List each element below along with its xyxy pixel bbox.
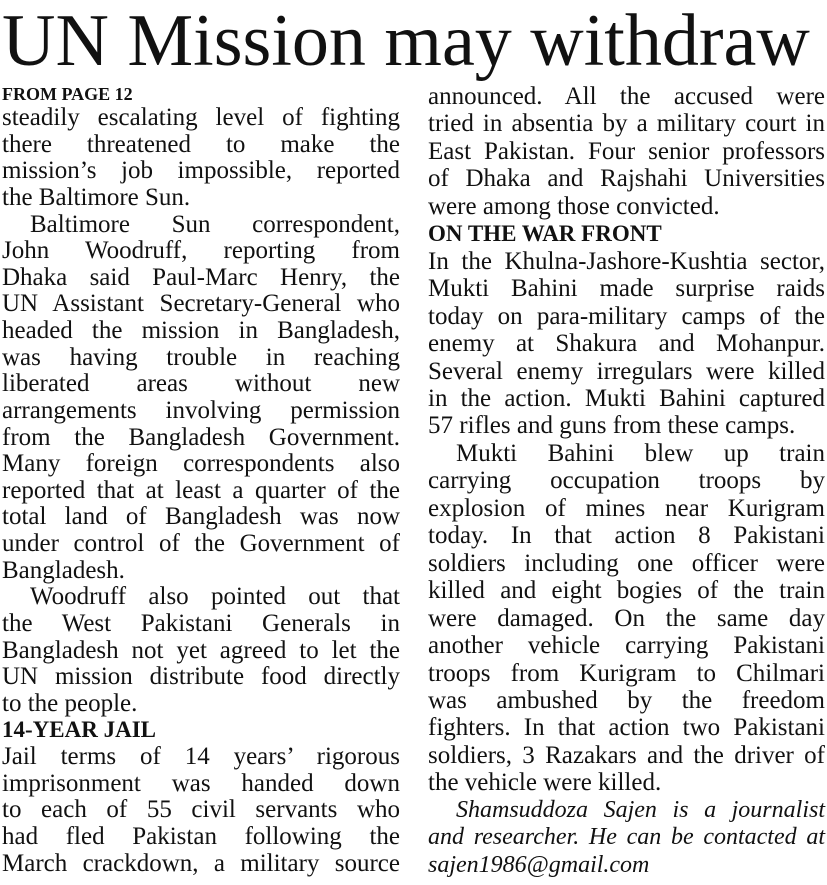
- section-heading-on-the-war-front: ON THE WAR FRONT: [428, 221, 662, 247]
- body-text-line: were among those convicted.: [428, 192, 720, 220]
- body-text-line: to the people.: [2, 689, 138, 717]
- body-text-line: was having trouble in reaching: [2, 343, 400, 371]
- body-text-line: killed and eight bogies of the train: [428, 577, 825, 605]
- body-text-line: Mukti Bahini blew up train: [456, 439, 825, 467]
- body-text-line: In the Khulna-Jashore-Kushtia sector,: [428, 247, 825, 275]
- body-text-line: there threatened to make the: [2, 130, 400, 158]
- body-text-line: Baltimore Sun correspondent,: [30, 210, 400, 238]
- body-text-line: the West Pakistani Generals in: [2, 609, 400, 637]
- body-text-line: Bangladesh not yet agreed to let the: [2, 636, 400, 664]
- right-column: [428, 83, 825, 879]
- body-text-line: imprisonment was handed down: [2, 769, 400, 797]
- body-text-line: soldiers, 3 Razakars and the driver of: [428, 741, 825, 769]
- body-text-line: carrying occupation troops by: [428, 467, 825, 495]
- body-text-line: were damaged. On the same day: [428, 604, 825, 632]
- body-text-line: to each of 55 civil servants who: [2, 796, 400, 824]
- section-heading-14-year-jail: 14-YEAR JAIL: [2, 717, 156, 743]
- body-text-line: UN mission distribute food directly: [2, 663, 400, 691]
- paragraph-train-ambush: [428, 440, 825, 797]
- body-text-line: steadily escalating level of fighting: [2, 104, 400, 131]
- body-text-line: enemy at Shakura and Mohanpur.: [428, 330, 825, 358]
- body-text-line: John Woodruff, reporting from: [2, 237, 400, 265]
- body-text-line: 57 rifles and guns from these camps.: [428, 412, 796, 440]
- body-text-line: total land of Bangladesh was now: [2, 503, 400, 531]
- left-column: [2, 83, 400, 877]
- paragraph-surprise-raids: [428, 248, 825, 440]
- body-text-line: Dhaka said Paul-Marc Henry, the: [2, 263, 400, 291]
- body-text-line: Jail terms of 14 years’ rigorous: [2, 743, 400, 770]
- paragraph-jail-terms: [2, 744, 400, 877]
- body-text-line: Mukti Bahini made surprise raids: [428, 275, 825, 303]
- paragraph-woodruff-report: [2, 212, 400, 585]
- body-text-line: UN Assistant Secretary-General who: [2, 290, 400, 318]
- body-text-line: East Pakistan. Four senior professors: [428, 137, 825, 165]
- author-email: sajen1986@gmail.com: [428, 851, 650, 878]
- body-text-line: liberated areas without new: [2, 370, 400, 398]
- body-text-line: the Baltimore Sun.: [2, 183, 191, 211]
- body-text-line: Bangladesh.: [2, 556, 125, 584]
- body-text-line: the vehicle were killed.: [428, 769, 662, 797]
- body-text-line: Several enemy irregulars were killed: [428, 357, 825, 385]
- body-text-line: tried in absentia by a military court in: [428, 110, 825, 138]
- author-note: [428, 797, 825, 879]
- body-text-line: from the Bangladesh Government.: [2, 423, 400, 451]
- body-text-line: had fled Pakistan following the: [2, 822, 400, 850]
- jump-line-from-page: FROM PAGE 12: [2, 84, 133, 104]
- body-text-line: Woodruff also pointed out that: [30, 583, 400, 611]
- body-text-line: another vehicle carrying Pakistani: [428, 632, 825, 660]
- body-text-line: headed the mission in Bangladesh,: [2, 317, 400, 344]
- body-text-line: of Dhaka and Rajshahi Universities: [428, 165, 825, 193]
- body-text-line: announced. All the accused were: [428, 83, 825, 110]
- body-text-line: reported that at least a quarter of the: [2, 476, 400, 504]
- body-text-line: under control of the Government of: [2, 530, 400, 557]
- body-text-line: today. In that action 8 Pakistani: [428, 522, 825, 550]
- paragraph-mission-impossible: [2, 105, 400, 212]
- author-note-line: and researcher. He can be contacted at: [428, 824, 825, 851]
- body-text-line: fighters. In that action two Pakistani: [428, 714, 825, 742]
- body-text-line: troops from Kurigram to Chilmari: [428, 659, 825, 687]
- body-text-line: Many foreign correspondents also: [2, 450, 400, 478]
- body-text-line: was ambushed by the freedom: [428, 686, 825, 714]
- body-text-line: March crackdown, a military source: [2, 849, 400, 877]
- body-text-line: today on para-military camps of the: [428, 302, 825, 330]
- author-note-line: Shamsuddoza Sajen is a journalist: [456, 796, 825, 823]
- body-text-line: explosion of mines near Kurigram: [428, 494, 825, 522]
- body-text-line: soldiers including one officer were: [428, 549, 825, 577]
- body-text-line: arrangements involving permission: [2, 396, 400, 424]
- paragraph-accused-convicted: [428, 83, 825, 220]
- headline: UN Mission may withdraw: [2, 0, 810, 82]
- body-text-line: mission’s job impossible, reported: [2, 157, 400, 185]
- body-text-line: in the action. Mukti Bahini captured: [428, 384, 825, 412]
- paragraph-food-distribution: [2, 584, 400, 717]
